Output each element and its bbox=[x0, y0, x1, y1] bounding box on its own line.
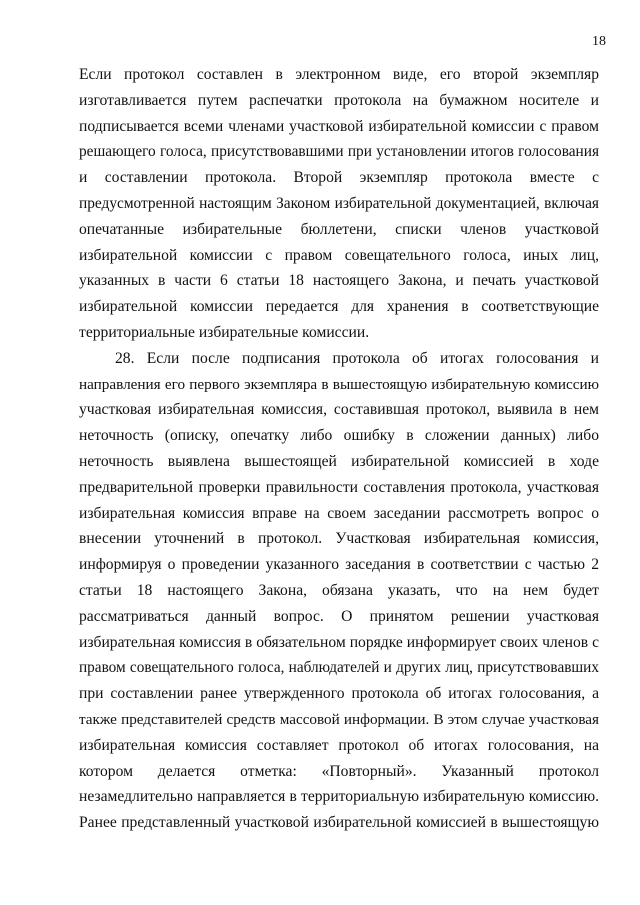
text-line: опечатанные избирательные бюллетени, списки членов участковой bbox=[79, 220, 599, 238]
text-line: неточность выявлена вышестоящей избирательной комиссией в ходе bbox=[79, 452, 599, 470]
paragraph-continuation bbox=[79, 62, 599, 346]
text-line: подписывается всеми членами участковой избирательной комиссии с правом bbox=[79, 117, 599, 135]
text-line: избирательная комиссия вправе на своем заседании рассмотреть вопрос о bbox=[79, 504, 599, 522]
text-line: предварительной проверки правильности составления протокола, участковая bbox=[79, 478, 599, 496]
text-line: 28. Если после подписания протокола об итогах голосования и bbox=[115, 349, 599, 367]
text-line: и составлении протокола. Второй экземпляр протокола вместе с bbox=[79, 169, 599, 187]
text-line: изготавливается путем распечатки протокола на бумажном носителе и bbox=[79, 91, 599, 109]
text-line: внесении уточнений в протокол. Участковая избирательная комиссия, bbox=[79, 530, 599, 548]
text-line: указанных в части 6 статьи 18 настоящего Закона, и печать участковой bbox=[79, 272, 599, 290]
document-body bbox=[79, 62, 599, 836]
text-line: статьи 18 настоящего Закона, обязана указать, что на нем будет bbox=[79, 581, 599, 599]
text-line: Если протокол составлен в электронном виде, его второй экземпляр bbox=[79, 66, 599, 83]
text-line: котором делается отметка: «Повторный». Указанный протокол bbox=[79, 762, 599, 780]
text-line: решающего голоса, присутствовавшими при установлении итогов голосования bbox=[79, 143, 599, 161]
text-line: территориальные избирательные комиссии. bbox=[79, 323, 370, 341]
text-line: избирательной комиссии передается для хранения в соответствующие bbox=[79, 298, 599, 316]
text-line: Ранее представленный участковой избирательной комиссией в вышестоящую bbox=[79, 814, 599, 832]
text-line: избирательная комиссия в обязательном порядке информирует своих членов с bbox=[79, 633, 599, 651]
text-line: неточность (описку, опечатку либо ошибку в сложении данных) либо bbox=[79, 427, 599, 445]
text-line: правом совещательного голоса, наблюдателей и других лиц, присутствовавших bbox=[79, 659, 599, 677]
text-line: при составлении ранее утвержденного протокола об итогах голосования, а bbox=[79, 685, 599, 703]
text-line: участковая избирательная комиссия, составившая протокол, выявила в нем bbox=[79, 401, 599, 419]
paragraph-item-28 bbox=[79, 346, 599, 836]
text-line: информируя о проведении указанного заседания в соответствии с частью 2 bbox=[79, 556, 599, 574]
text-line: также представителей средств массовой информации. В этом случае участковая bbox=[79, 710, 599, 728]
text-line: направления его первого экземпляра в вышестоящую избирательную комиссию bbox=[79, 375, 599, 393]
text-line: избирательная комиссия составляет протокол об итогах голосования, на bbox=[79, 736, 599, 754]
page-number: 18 bbox=[592, 34, 606, 49]
text-line: избирательной комиссии с правом совещательного голоса, иных лиц, bbox=[79, 246, 599, 264]
text-line: предусмотренной настоящим Законом избирательной документацией, включая bbox=[79, 194, 599, 212]
text-line: незамедлительно направляется в территориальную избирательную комиссию. bbox=[79, 788, 599, 806]
text-line: рассматриваться данный вопрос. О принятом решении участковая bbox=[79, 607, 599, 625]
